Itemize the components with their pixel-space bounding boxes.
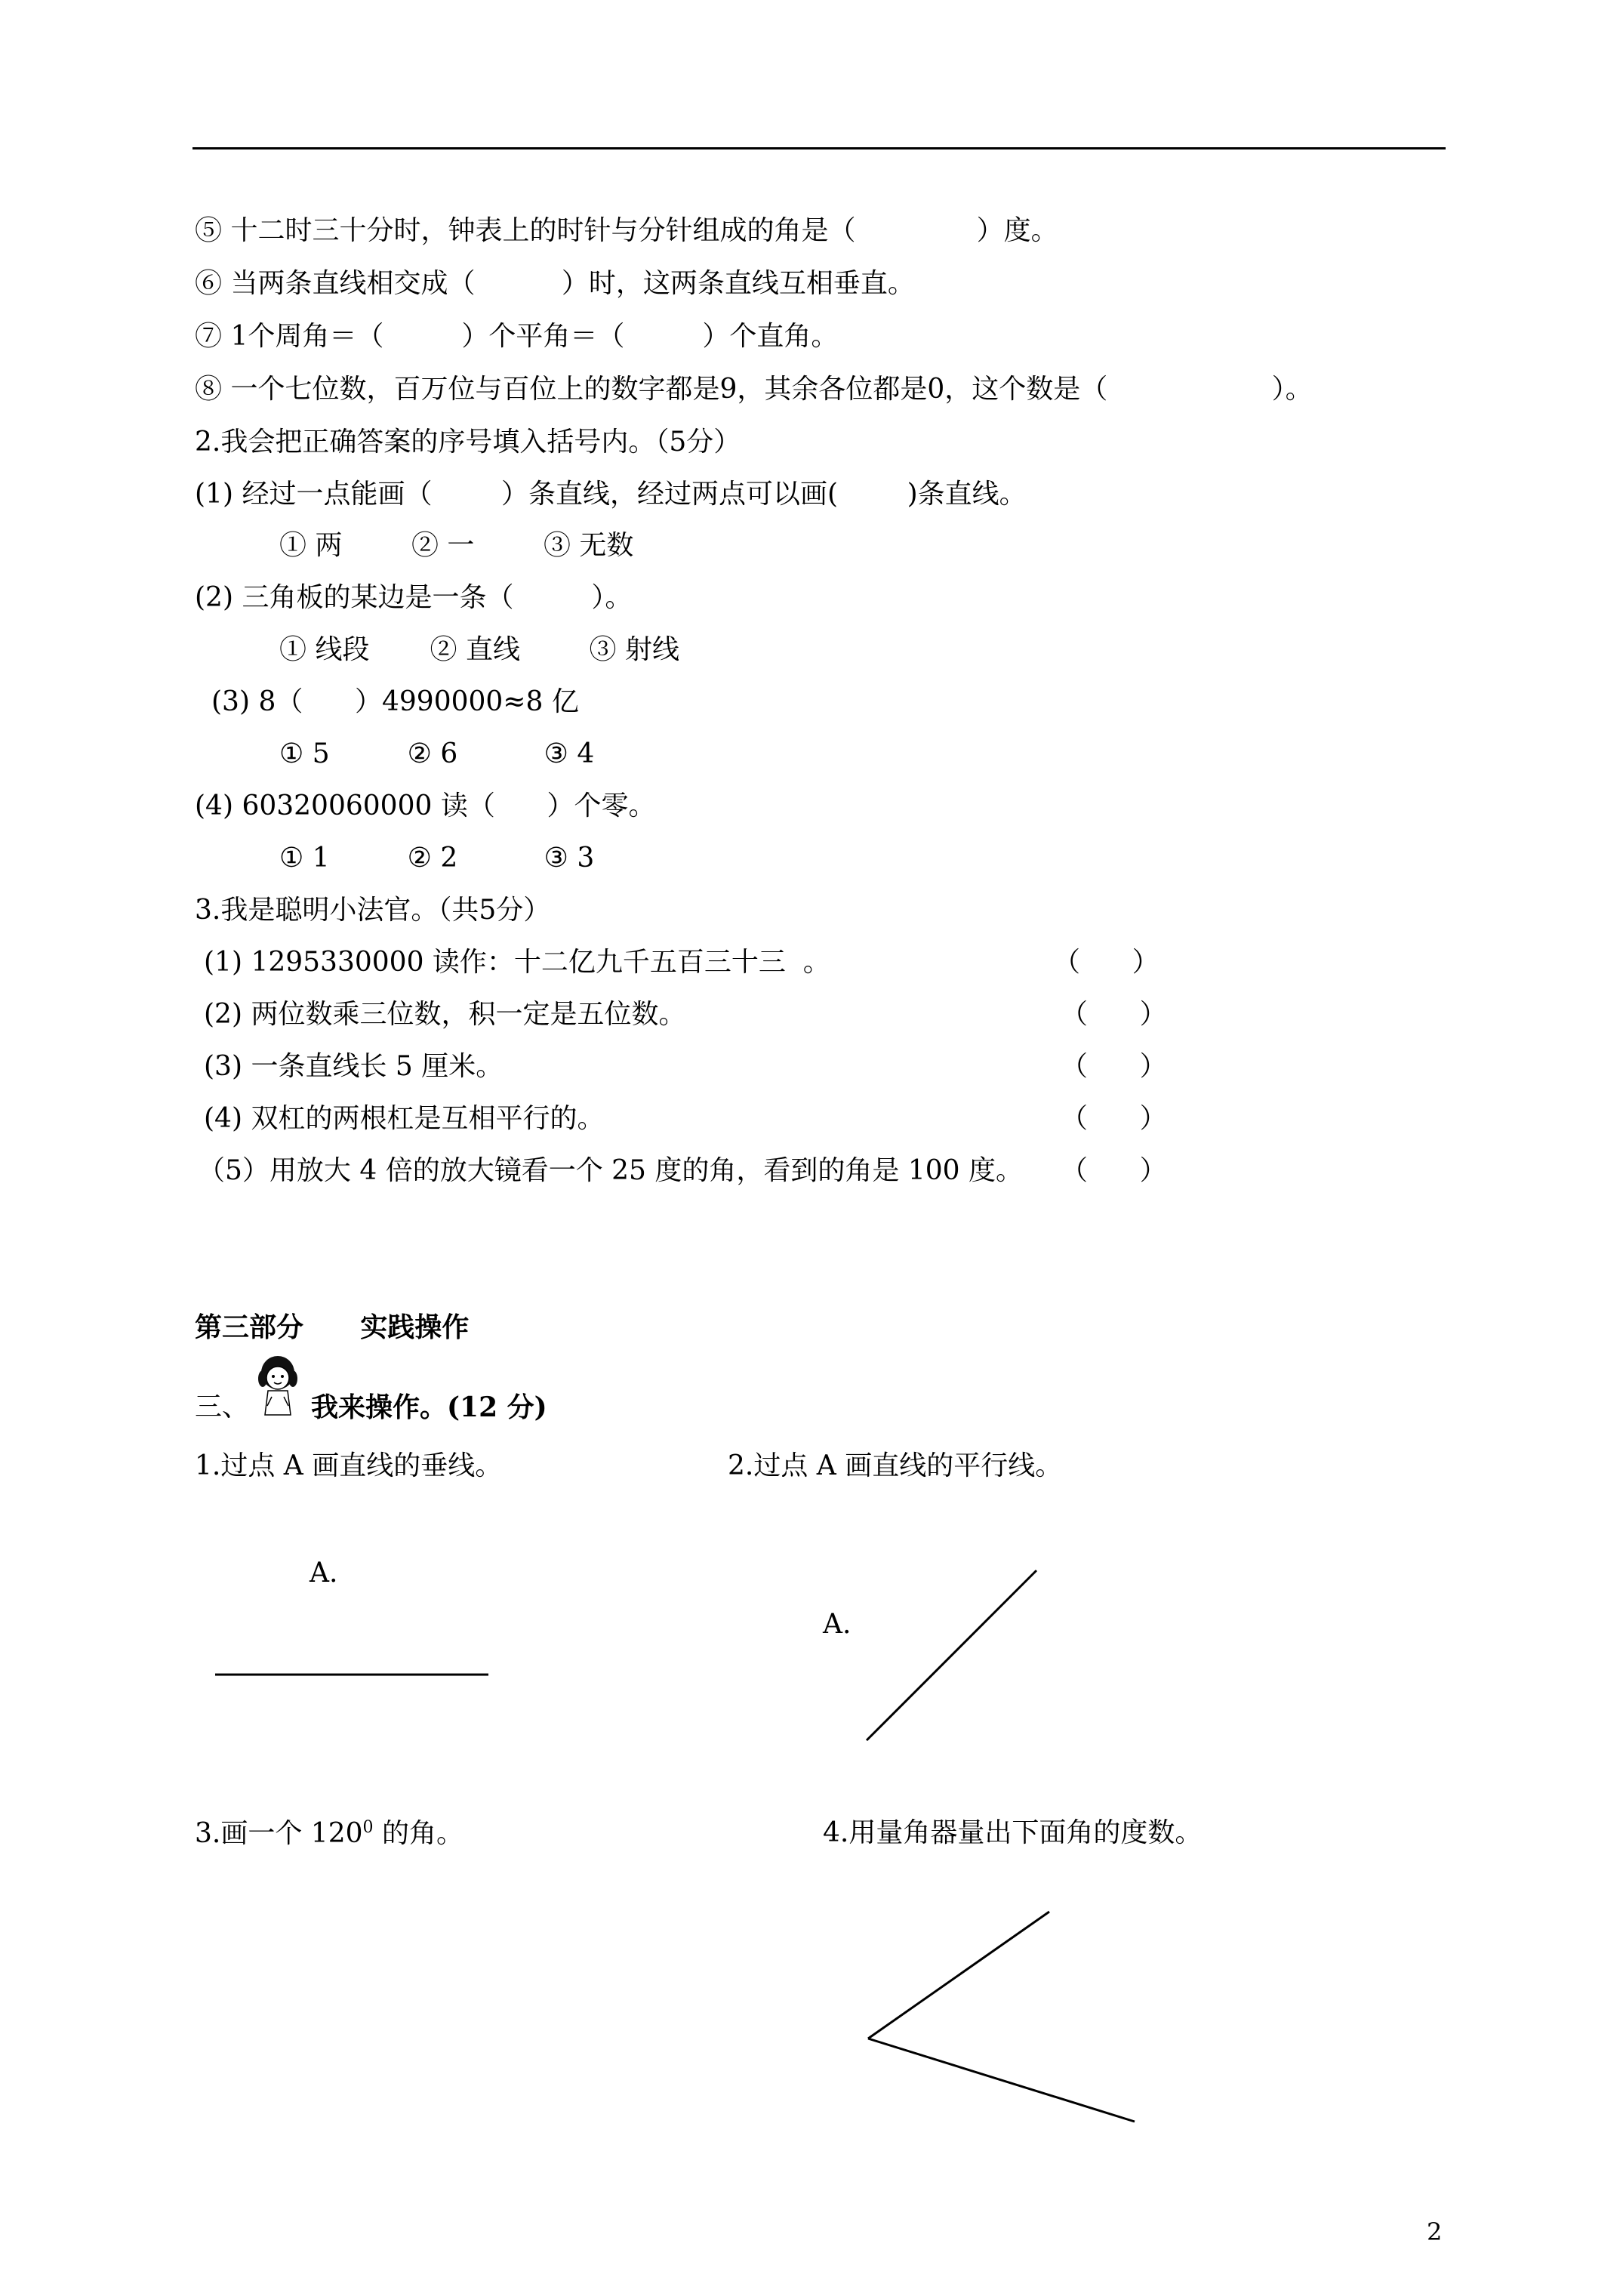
judge-item-5: （5）用放大 4 倍的放大镜看一个 25 度的角，看到的角是 100 度。 — [198, 1155, 1023, 1186]
judge-item-4-blank: （ ） — [1061, 1103, 1167, 1134]
judge-item-2: (2) 两位数乘三位数，积一定是五位数。 — [204, 999, 686, 1030]
part3-title: 第三部分 实践操作 — [195, 1311, 470, 1343]
task2-point-a: A. — [823, 1609, 852, 1640]
section2-q1-options: ① 两 ② 一 ③ 无数 — [279, 530, 634, 561]
section2-q4-options: ① 1 ② 2 ③ 3 — [279, 843, 595, 874]
judge-item-4: (4) 双杠的两根杠是互相平行的。 — [204, 1103, 605, 1134]
task2-label: 2.过点 A 画直线的平行线。 — [728, 1450, 1063, 1481]
fill-blank-q8: ⑧ 一个七位数，百万位与百位上的数字都是9，其余各位都是0，这个数是（ ）。 — [195, 374, 1313, 405]
task3-suffix: 的角。 — [373, 1818, 463, 1849]
section2-title: 2.我会把正确答案的序号填入括号内。（5分） — [195, 427, 741, 458]
judge-item-1-blank: （ ） — [1053, 947, 1160, 978]
fill-blank-q7: ⑦ 1个周角＝（ ）个平角＝（ ）个直角。 — [195, 321, 839, 352]
task1-point-a: A. — [310, 1558, 338, 1589]
section2-q3-options: ① 5 ② 6 ③ 4 — [279, 738, 595, 769]
girl-icon — [255, 1351, 300, 1419]
task3-label — [195, 1820, 463, 1848]
judge-item-3: (3) 一条直线长 5 厘米。 — [204, 1051, 504, 1082]
degree-superscript: 0 — [362, 1818, 374, 1837]
task3-prefix: 3.画一个 120 — [195, 1818, 363, 1849]
judge-item-2-blank: （ ） — [1061, 999, 1167, 1030]
task4-label: 4.用量角器量出下面角的度数。 — [823, 1817, 1203, 1848]
section2-q3: (3) 8（ ）4990000≈8 亿 — [211, 686, 579, 717]
fill-blank-q5: ⑤ 十二时三十分时，钟表上的时针与分针组成的角是（ ）度。 — [195, 215, 1058, 246]
part3-section-label: 三、 — [195, 1391, 250, 1422]
judge-item-1: (1) 1295330000 读作：十二亿九千五百三十三 。 — [204, 947, 830, 978]
judge-item-3-blank: （ ） — [1061, 1051, 1167, 1082]
page-number: 2 — [1427, 2217, 1443, 2246]
task1-label: 1.过点 A 画直线的垂线。 — [195, 1450, 503, 1481]
task4-angle-upper-ray — [868, 1912, 1049, 2039]
section2-q2: (2) 三角板的某边是一条（ ）。 — [195, 582, 633, 613]
task4-angle-lower-ray — [868, 2039, 1135, 2122]
judge-item-5-blank: （ ） — [1061, 1155, 1167, 1186]
section3-title: 3.我是聪明小法官。（共5分） — [195, 895, 551, 926]
section2-q1: (1) 经过一点能画（ ）条直线，经过两点可以画( )条直线。 — [195, 479, 1027, 510]
fill-blank-q6: ⑥ 当两条直线相交成（ ）时，这两条直线互相垂直。 — [195, 268, 915, 299]
task2-slanted-line — [867, 1570, 1036, 1740]
section2-q4: (4) 60320060000 读（ ）个零。 — [195, 791, 656, 821]
part3-section-title: 我来操作。(12 分) — [311, 1391, 547, 1423]
section2-q2-options: ① 线段 ② 直线 ③ 射线 — [279, 634, 679, 665]
header-rule — [192, 147, 1446, 149]
